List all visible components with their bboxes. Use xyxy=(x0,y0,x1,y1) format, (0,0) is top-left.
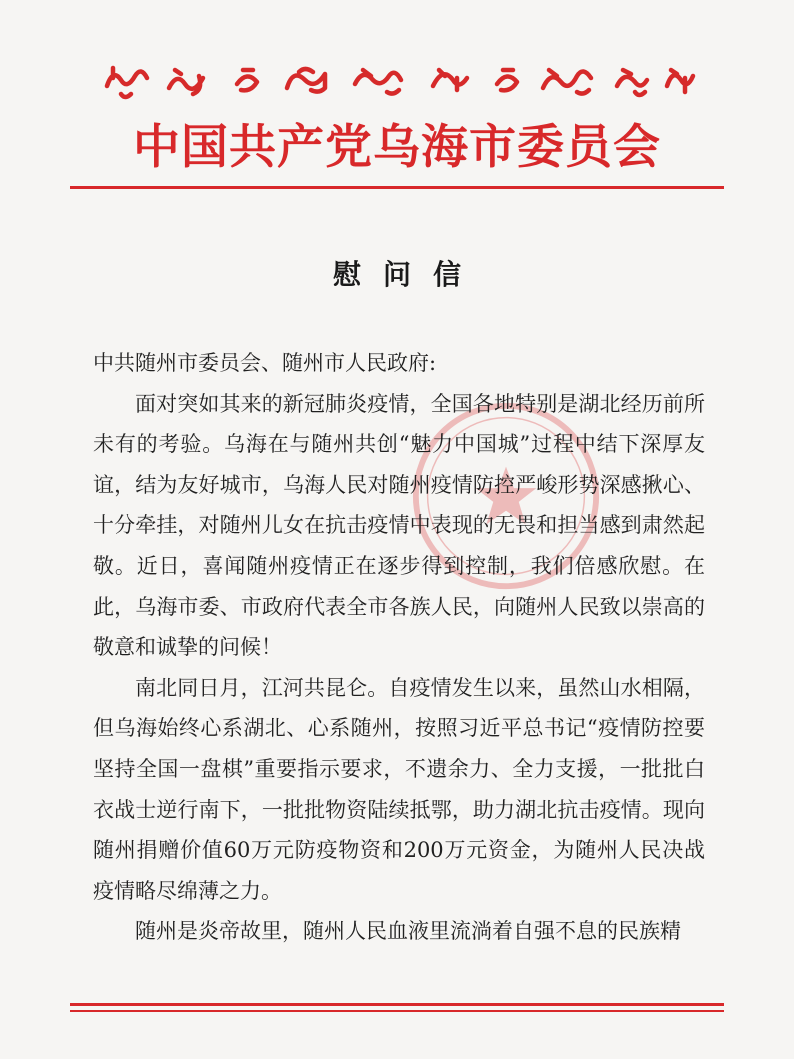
mongolian-script-header xyxy=(0,48,794,118)
footer-rule-thick xyxy=(70,1003,724,1006)
salutation: 中共随州市委员会、随州市人民政府: xyxy=(93,351,437,375)
letterhead-top-rule xyxy=(70,186,724,189)
letter-body xyxy=(93,343,705,952)
mongolian-script-logo xyxy=(87,48,707,108)
body-paragraph-1: 面对突如其来的新冠肺炎疫情，全国各地特别是湖北经历前所未有的考验。乌海在与随州共创“魅力中国城”过程中结下深厚友谊，结为友好城市，乌海人民对随州疫情防控严峻形势深感揪心、十分牵挂，对随州儿女在抗击疫情中表现的无畏和担当感到肃然起敬。近日，喜闻随州疫情正在逐步得到控制，我们倍感欣慰。在此，乌海市委、市政府代表全市各族人民，向随州人民致以崇高的敬意和诚挚的问候！ xyxy=(93,391,705,660)
body-paragraph-3: 随州是炎帝故里，随州人民血液里流淌着自强不息的民族精 xyxy=(135,919,681,944)
footer-rule-thin xyxy=(70,1010,724,1012)
letterhead-org-name: 中国共产党乌海市委员会 xyxy=(133,120,661,175)
document-title: 慰问信 xyxy=(332,258,483,291)
body-paragraph-2: 南北同日月，江河共昆仑。自疫情发生以来，虽然山水相隔，但乌海始终心系湖北、心系随州，按照习近平总书记“疫情防控要坚持全国一盘棋”重要指示要求，不遗余力、全力支援，一批批白衣战士逆行南下，一批批物资陆续抵鄂，助力湖北抗击疫情。现向随州捐赠价值60万元防疫物资和200万元资金，为随州人民决战疫情略尽绵薄之力。 xyxy=(93,675,705,903)
